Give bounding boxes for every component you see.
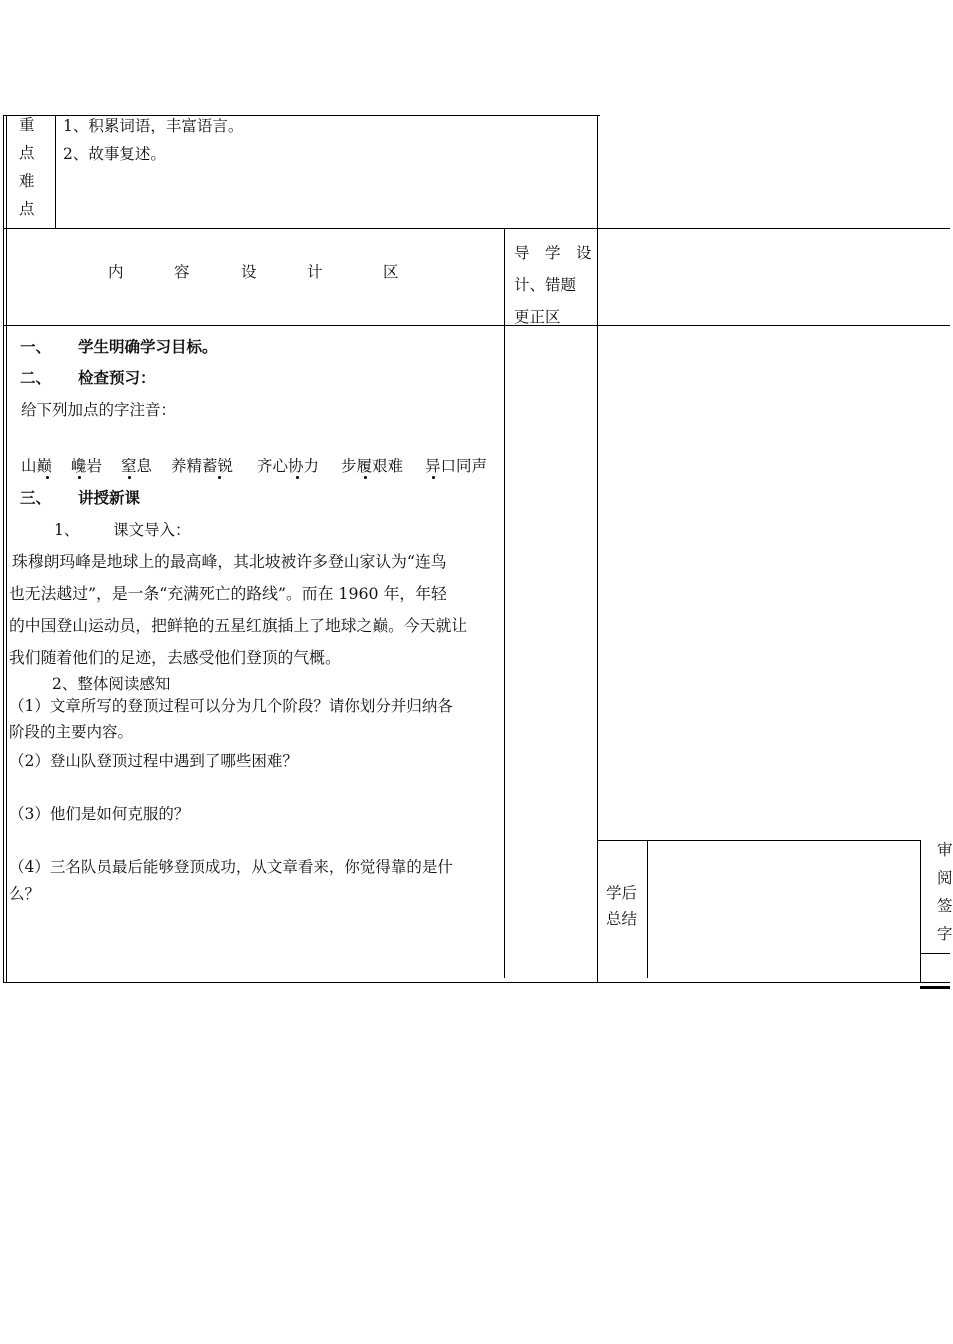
review-char: 审: [937, 841, 953, 859]
section-1-num: 一、: [20, 337, 52, 356]
intro-line: 珠穆朗玛峰是地球上的最高峰，其北坡被许多登山家认为“连鸟: [12, 552, 447, 571]
header-char: 容: [174, 263, 190, 281]
review-char: 字: [937, 925, 953, 943]
label-char: 难: [19, 172, 35, 190]
guide-header-line: 更正区: [514, 308, 561, 326]
question-1: （1）文章所写的登顶过程可以分为几个阶段？请你划分并归纳各: [9, 697, 453, 715]
word-item: 齐心协力: [257, 457, 320, 475]
intro-line: 的中国登山运动员，把鲜艳的五星红旗插上了地球之巅。今天就让: [9, 616, 468, 635]
section-3-num: 三、: [20, 488, 52, 507]
emphasis-dot: [128, 476, 131, 479]
section-3-title: 讲授新课: [78, 488, 141, 507]
word-item: 异口同声: [425, 457, 488, 475]
emphasis-dot: [432, 476, 435, 479]
emphasis-dot: [46, 476, 49, 479]
rule-bottom-thick: [920, 986, 950, 989]
intro-line: 也无法越过”，是一条“充满死亡的路线”。而在 1960 年，年轻: [9, 584, 447, 603]
review-char: 阅: [937, 869, 953, 887]
summary-label-line: 总结: [606, 910, 638, 928]
emphasis-dot: [364, 476, 367, 479]
question-4-cont: 么？: [9, 885, 41, 903]
key-point-item: 2、故事复述。: [63, 145, 166, 163]
sub-2-title: 2、整体阅读感知: [52, 675, 171, 693]
word-item: 步履艰难: [341, 457, 404, 475]
header-char: 内: [108, 263, 124, 281]
review-char: 签: [937, 897, 953, 915]
rule-summary-top: [597, 840, 920, 841]
sub-1-title: 课文导入：: [113, 521, 191, 539]
emphasis-dot: [296, 476, 299, 479]
word-item: 山巅: [21, 457, 53, 475]
section-2-num: 二、: [20, 368, 52, 387]
intro-line: 我们随着他们的足迹，去感受他们登顶的气概。: [9, 648, 341, 667]
rule-left-inner: [6, 115, 7, 983]
rule-content-right: [504, 228, 505, 978]
question-4: （4）三名队员最后能够登顶成功，从文章看来，你觉得靠的是什: [9, 858, 453, 876]
key-point-item: 1、积累词语，丰富语言。: [63, 117, 244, 135]
sub-1-num: 1、: [54, 521, 80, 539]
label-char: 重: [19, 116, 35, 134]
label-char: 点: [19, 144, 35, 162]
header-char: 区: [383, 263, 399, 281]
question-3: （3）他们是如何克服的？: [9, 805, 190, 823]
question-2: （2）登山队登顶过程中遇到了哪些困难？: [9, 752, 298, 770]
rule-left-outer: [3, 115, 4, 983]
guide-header-line: 计、错题: [514, 276, 577, 294]
header-char: 计: [307, 263, 323, 281]
rule-bottom: [3, 982, 950, 983]
rule-label-col: [55, 115, 56, 228]
emphasis-dot: [218, 476, 221, 479]
section-1-title: 学生明确学习目标。: [78, 337, 218, 356]
rule-header-bottom: [3, 325, 950, 326]
review-signature-label: [921, 840, 953, 953]
guide-header-line: 导 学 设: [514, 244, 592, 262]
label-char: 点: [19, 200, 35, 218]
word-item: 养精蓄锐: [171, 457, 234, 475]
rule-review-mid: [920, 953, 950, 954]
word-item: 巉岩: [71, 457, 103, 475]
pinyin-prompt: 给下列加点的字注音：: [21, 401, 177, 419]
rule-summary-label: [647, 840, 648, 978]
section-2-title: 检查预习：: [78, 368, 156, 387]
rule-guide-right: [597, 115, 598, 983]
summary-label-line: 学后: [606, 884, 638, 902]
rule-header-top: [3, 228, 950, 229]
header-char: 设: [241, 263, 257, 281]
question-1-cont: 阶段的主要内容。: [9, 723, 134, 741]
emphasis-dot: [78, 476, 81, 479]
word-item: 窒息: [121, 457, 153, 475]
